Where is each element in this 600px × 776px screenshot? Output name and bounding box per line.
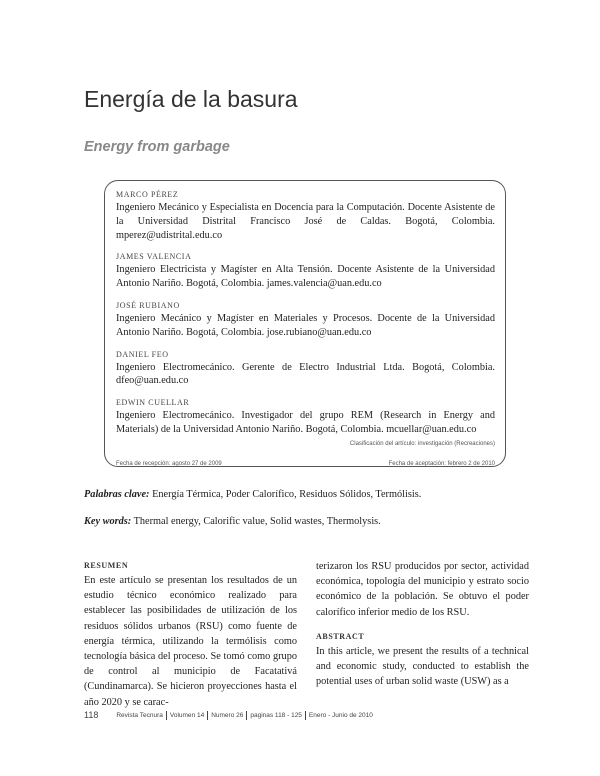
author-name: DANIEL FEO: [116, 349, 169, 359]
right-column: [316, 559, 529, 689]
keywords-es: [84, 489, 421, 500]
resumen-text-part2: terizaron los RSU producidos por sector, actividad económica, topología del municipio y estrato socio económico de la población. Se obtuvo el poder calorífico inferior medio de los RSU.: [316, 561, 529, 618]
author-affiliation: Ingeniero Electricista y Magíster en Alta Tensión. Docente Asistente de la Universidad Antonio Nariño. Bogotá, Colombia. james.valencia@uan.edu.co: [116, 264, 495, 290]
footer-separator: [305, 711, 306, 720]
author-affiliation: Ingeniero Electromecánico. Gerente de Electro Industrial Ltda. Bogotá, Colombia. dfeo@uan.edu.co: [116, 361, 495, 387]
page-footer: [84, 710, 373, 720]
resumen-heading: RESUMEN: [84, 561, 129, 570]
journal-pages: paginas 118 - 125: [250, 711, 302, 719]
journal-volume: Volumen 14: [169, 711, 205, 719]
resumen-column: [84, 559, 297, 710]
article-dates: [116, 461, 495, 467]
keywords-en-text: Thermal energy, Calorific value, Solid wastes, Thermolysis.: [133, 516, 381, 527]
author-entry: [116, 397, 495, 437]
article-subtitle: Energy from garbage: [84, 139, 230, 155]
article-classification: Clasificación del artículo: investigación (Recreaciones): [349, 440, 495, 447]
author-name: MARCO PÉREZ: [116, 190, 179, 199]
keywords-en-label: Key words:: [84, 516, 132, 527]
author-name: JOSÉ RUBIANO: [116, 300, 180, 310]
authors-box: [104, 180, 506, 467]
abstract-text: In this article, we present the results of a technical and economic study, conducted to establish the potential uses of urban solid waste (USW) as a: [316, 645, 529, 688]
article-title: Energía de la basura: [84, 86, 298, 112]
journal-name: Revista Tecnura: [116, 711, 163, 719]
author-entry: [116, 251, 495, 291]
resumen-text-part1: En este artículo se presentan los resultados de un estudio técnico económico realizado para establecer las posibilidades de utilización de los residuos sólidos urbanos (RSU) como fuente de energía térmica, utilizando la termólisis como tecnología básica del proceso. Se tomó como grupo de control al municipio de Facatativá (Cundinamarca). Se hicieron proyecciones hasta el año 2020 y se carac-: [84, 575, 297, 708]
keywords-es-text: Energía Térmica, Poder Calorífico, Residuos Sólidos, Termólisis.: [152, 489, 422, 500]
footer-separator: [166, 711, 167, 720]
journal-number: Numero 26: [211, 711, 244, 719]
page-number: 118: [84, 710, 99, 720]
author-name: EDWIN CUELLAR: [116, 398, 190, 408]
footer-separator: [246, 711, 247, 720]
footer-separator: [207, 711, 208, 720]
abstract-heading: ABSTRACT: [316, 631, 365, 641]
received-date: Fecha de recepción: agosto 27 de 2009: [116, 460, 222, 467]
author-name: JAMES VALENCIA: [116, 252, 192, 262]
author-affiliation: Ingeniero Mecánico y Especialista en Docencia para la Computación. Docente Asistente de la Universidad Distrital Francisco José de Caldas. Bogotá, Colombia. mperez@udistrital.edu.co: [116, 202, 495, 241]
keywords-en: [84, 516, 381, 527]
author-affiliation: Ingeniero Electromecánico. Investigador del grupo REM (Research in Energy and Materials) de la Universidad Antonio Nariño. Bogotá, Colombia. mcuellar@uan.edu.co: [116, 410, 495, 435]
author-entry: [116, 189, 495, 242]
author-entry: [116, 349, 495, 389]
journal-date: Enero - Junio de 2010: [308, 711, 373, 719]
accepted-date: Fecha de aceptación: febrero 2 de 2010: [388, 460, 495, 467]
author-affiliation: Ingeniero Mecánico y Magíster en Materiales y Procesos. Docente de la Universidad Antonio Nariño. Bogotá, Colombia. jose.rubiano@uan.edu.co: [116, 312, 495, 338]
author-entry: [116, 300, 495, 340]
keywords-es-label: Palabras clave:: [84, 489, 150, 500]
